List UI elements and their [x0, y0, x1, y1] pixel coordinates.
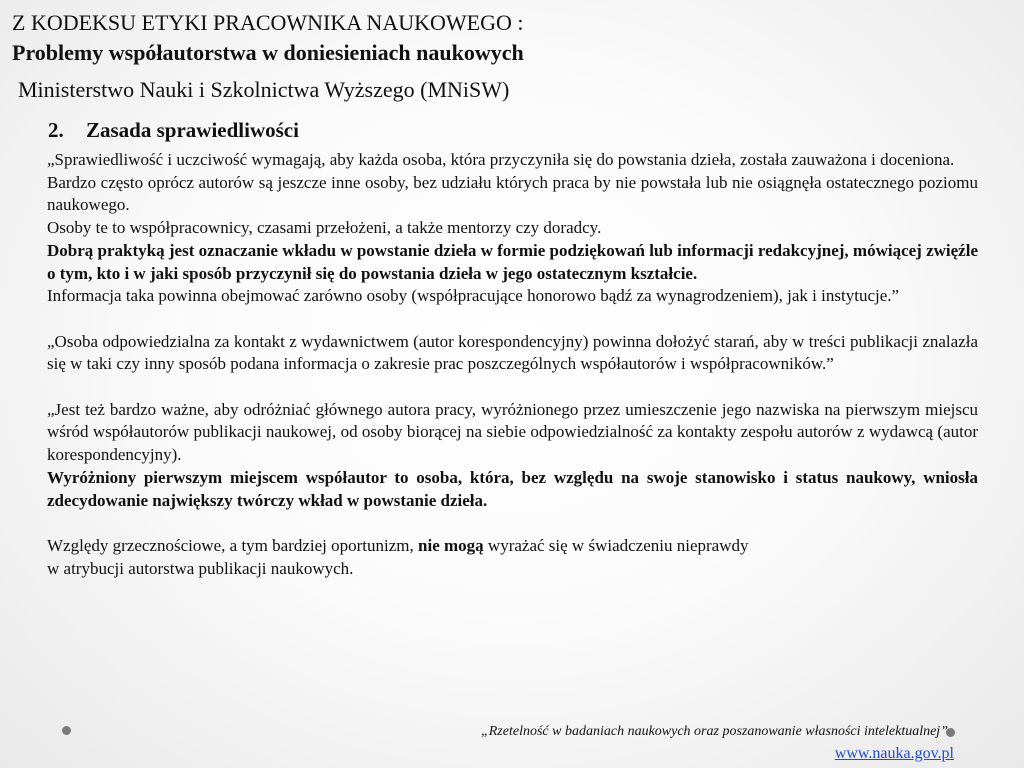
- spacer: [47, 376, 978, 399]
- body-text: [47, 149, 978, 580]
- spacer: [47, 512, 978, 535]
- header-line-1: Z KODEKSU ETYKI PRACOWNIKA NAUKOWEGO :: [12, 10, 524, 35]
- section-title: Zasada sprawiedliwości: [86, 118, 299, 142]
- paragraph-final: [47, 535, 978, 580]
- paragraph: „Jest też bardzo ważne, aby odróżniać głównego autora pracy, wyróżnionego przez umieszczenie jego nazwiska na pierwszym miejscu wśród współautorów publikacji naukowej, od osoby biorącej na siebie odpowiedzialność za kontakty zespołu autorów z wydawcą (autor korespondencyjny).: [47, 399, 978, 465]
- section-heading: [48, 116, 299, 144]
- final-text-part2: wyrażać się w świadczeniu nieprawdy: [487, 535, 749, 555]
- bold-text: Dobrą praktyką jest oznaczanie wkładu w powstanie dzieła w formie podziękowań lub informacji redakcyjnej, mówiącej zwięźle o tym, kto i w jaki sposób przyczynił się do powstania dzieła w jego ostatecznym kształcie.: [47, 240, 978, 283]
- final-text-part1: Względy grzecznościowe, a tym bardziej oportunizm,: [47, 535, 414, 555]
- final-text-bold: nie mogą: [418, 535, 484, 555]
- paragraph: Bardzo często oprócz autorów są jeszcze inne osoby, bez udziału których praca by nie powstała lub nie osiągnęła ostatecznego poziomu naukowego.: [47, 172, 978, 215]
- paragraph: Osoby te to współpracownicy, czasami przełożeni, a także mentorzy czy doradcy.: [47, 218, 602, 238]
- bullet-dot-left: [62, 726, 71, 735]
- paragraph-bold: [47, 467, 978, 512]
- paragraph: „Osoba odpowiedzialna za kontakt z wydawnictwem (autor korespondencyjny) powinna dołożyć starań, aby w treści publikacji znalazła się w taki czy inny sposób podana informacja o zakresie prac poszczególnych współautorów i współpracowników.”: [47, 331, 978, 374]
- paragraph: „Sprawiedliwość i uczciwość wymagają, aby każda osoba, która przyczyniła się do powstania dzieła, została zauważona i doceniona.: [47, 150, 955, 169]
- bold-text: Wyróżniony pierwszym miejscem współautor to osoba, która, bez względu na swoje stanowisko i status naukowy, wniosła zdecydowanie największy twórczy wkład w powstanie dzieła.: [47, 467, 978, 510]
- final-text-line2: w atrybucji autorstwa publikacji naukowych.: [47, 558, 354, 578]
- header-subtitle: Problemy współautorstwa w doniesieniach naukowych: [12, 40, 524, 65]
- spacer: [47, 308, 978, 331]
- footer-quote: „Rzetelność w badaniach naukowych oraz poszanowanie własności intelektualnej”: [480, 724, 948, 739]
- paragraph-bold: [47, 240, 978, 285]
- section-number: 2.: [48, 118, 64, 142]
- paragraph: Informacja taka powinna obejmować zarówno osoby (współpracujące honorowo bądź za wynagrodzeniem), jak i instytucje.”: [47, 286, 900, 306]
- footer-link[interactable]: www.nauka.gov.pl: [834, 745, 954, 762]
- header-ministry: Ministerstwo Nauki i Szkolnictwa Wyższego (MNiSW): [18, 77, 510, 102]
